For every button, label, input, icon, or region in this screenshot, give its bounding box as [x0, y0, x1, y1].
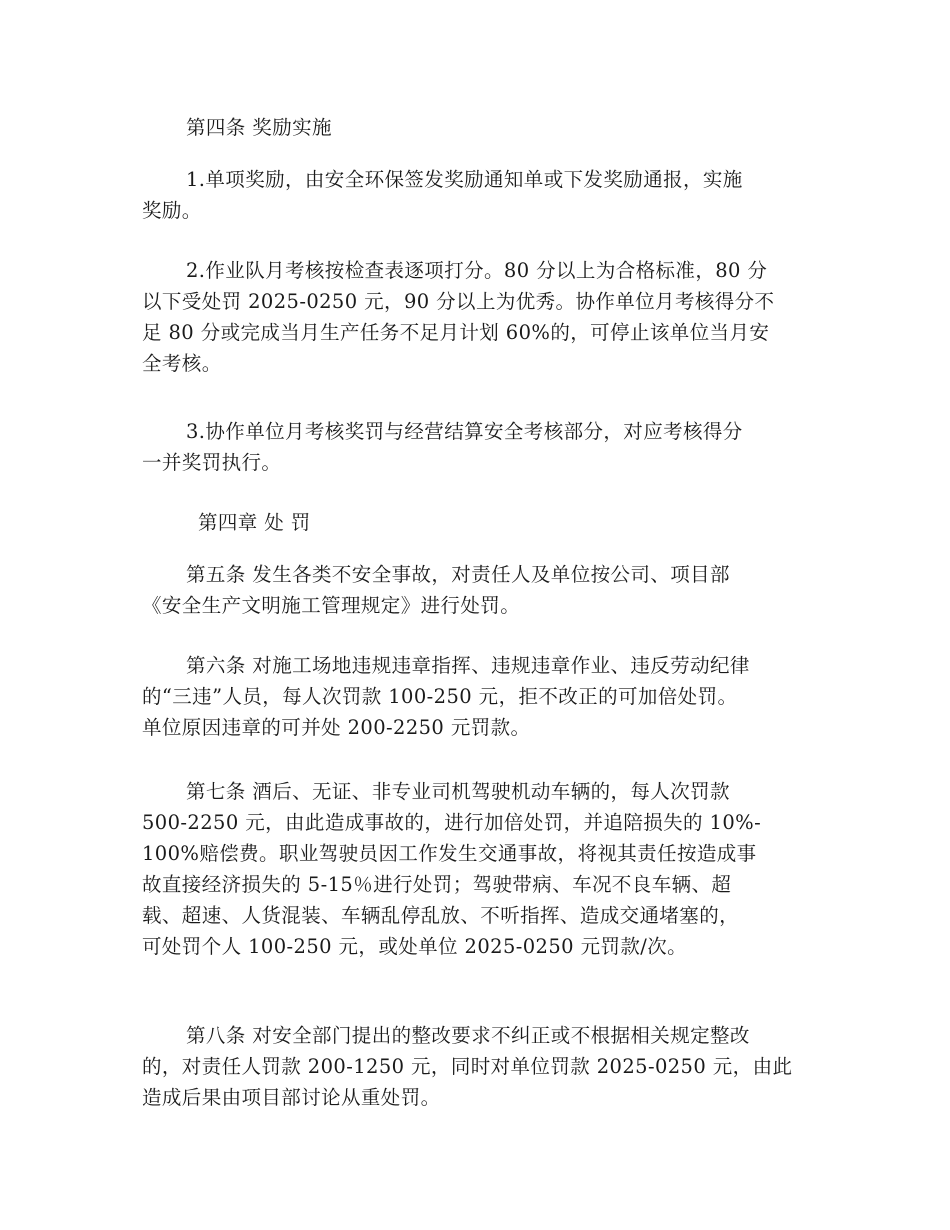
article-7-line-6: 可处罚个人 100-250 元，或处单位 2025-0250 元罚款/次。	[142, 935, 688, 958]
article-7-line-3: 100%赔偿费。职业驾驶员因工作发生交通事故，将视其责任按造成事	[142, 842, 757, 865]
chapter4-title: 第四章 处 罚	[198, 511, 311, 534]
article-5	[142, 559, 822, 621]
article-8-line-2: 的，对责任人罚款 200-1250 元，同时对单位罚款 2025-0250 元，由此	[142, 1055, 793, 1078]
article-5-line-2: 《安全生产文明施工管理规定》进行处罚。	[142, 594, 521, 617]
article-6	[142, 650, 822, 743]
reward-item-2-line-4: 全考核。	[142, 352, 222, 375]
reward-item-1	[142, 164, 822, 226]
reward-item-2-line-2: 以下受处罚 2025-0250 元，90 分以上为优秀。协作单位月考核得分不	[142, 290, 775, 313]
article-7-line-5: 载、超速、人货混装、车辆乱停乱放、不听指挥、造成交通堵塞的，	[142, 904, 740, 927]
reward-item-2	[142, 255, 822, 379]
reward-item-2-line-1: 2.作业队月考核按检查表逐项打分。80 分以上为合格标准，80 分	[186, 259, 768, 282]
article-6-line-1: 第六条 对施工场地违规违章指挥、违规违章作业、违反劳动纪律	[186, 654, 750, 677]
article4-title	[142, 112, 866, 143]
article-8-line-3: 造成后果由项目部讨论从重处罚。	[142, 1086, 441, 1109]
article-7-line-1: 第七条 酒后、无证、非专业司机驾驶机动车辆的，每人次罚款	[186, 780, 730, 803]
reward-item-3-line-2: 一并奖罚执行。	[142, 451, 282, 474]
reward-item-1-line-2: 奖励。	[142, 199, 202, 222]
article-7-line-2: 500-2250 元，由此造成事故的，进行加倍处罚，并追陪损失的 10%-	[142, 811, 762, 834]
article-7-line-4: 故直接经济损失的 5-15％进行处罚；驾驶带病、车况不良车辆、超	[142, 873, 732, 896]
reward-item-2-line-3: 足 80 分或完成当月生产任务不足月计划 60%的，可停止该单位当月安	[142, 321, 770, 344]
article-6-line-3: 单位原因违章的可并处 200-2250 元罚款。	[142, 716, 531, 739]
article-6-line-2: 的“三违”人员，每人次罚款 100-250 元，拒不改正的可加倍处罚。	[142, 685, 738, 708]
article4-title-text: 第四条 奖励实施	[186, 116, 332, 139]
article-5-line-1: 第五条 发生各类不安全事故，对责任人及单位按公司、项目部	[186, 563, 730, 586]
article-7	[142, 776, 822, 962]
article-8-line-1: 第八条 对安全部门提出的整改要求不纠正或不根据相关规定整改	[186, 1024, 750, 1047]
article-8	[142, 1020, 822, 1113]
reward-item-3	[142, 416, 822, 478]
reward-item-1-line-1: 1.单项奖励，由安全环保签发奖励通知单或下发奖励通报，实施	[186, 168, 743, 191]
reward-item-3-line-1: 3.协作单位月考核奖罚与经营结算安全考核部分，对应考核得分	[186, 420, 743, 443]
